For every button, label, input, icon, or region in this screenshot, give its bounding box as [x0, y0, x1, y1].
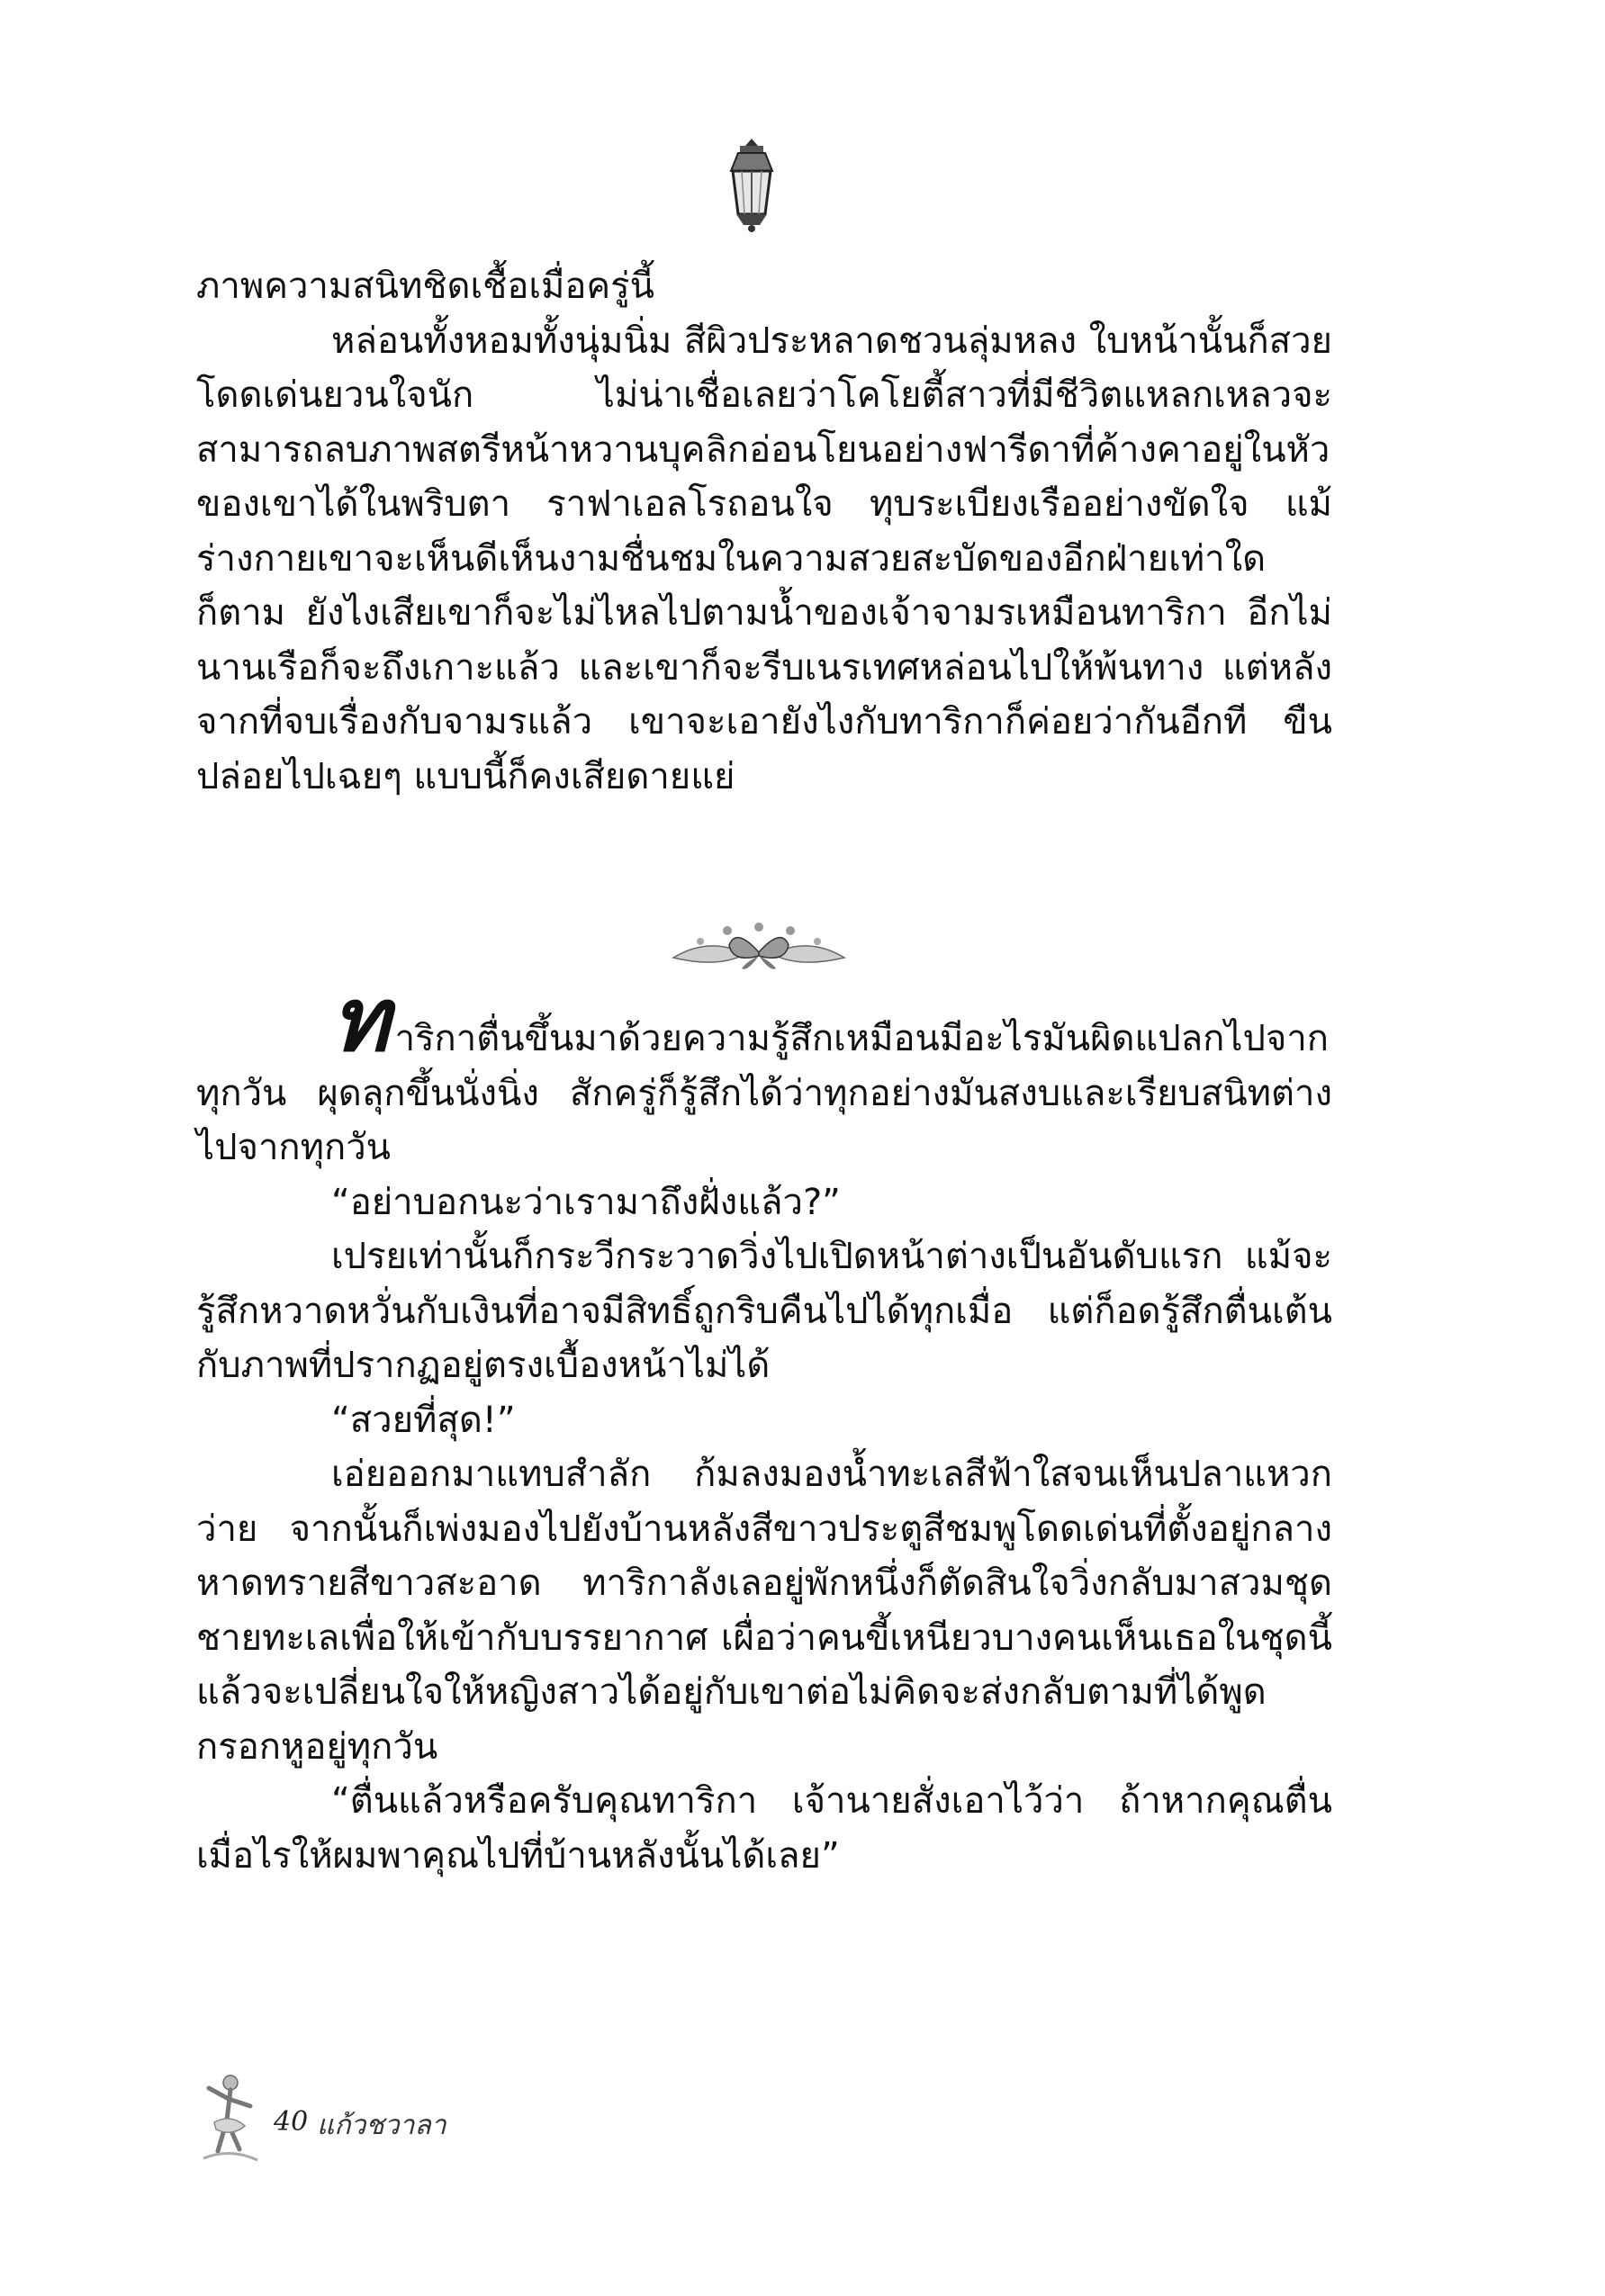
paragraph: หล่อนทั้งหอมทั้งนุ่มนิ่ม สีผิวประหลาดชวนลุ่มหลง ใบหน้านั้นก็สวยโดดเด่นยวนใจนัก ไม่น่าเชื่อเลยว่าโคโยตี้สาวที่มีชีวิตแหลกเหลวจะสามารถลบภาพสตรีหน้าหวานบุคลิกอ่อนโยนอย่างฟารีดาที่ค้างคาอยู่ในหัวของเขาได้ในพริบตา ราฟาเอลโรถอนใจ ทุบระเบียงเรืออย่างขัดใจ แม้ร่างกายเขาจะเห็นดีเห็นงามชื่นชมในความสวยสะบัดของอีกฝ่ายเท่าใดก็ตาม ยังไงเสียเขาก็จะไม่ไหลไปตามน้ำของเจ้าจามรเหมือนทาริกา อีกไม่นานเรือก็จะถึงเกาะแล้ว และเขาก็จะรีบเนรเทศหล่อนไปให้พ้นทาง แต่หลังจากที่จบเรื่องกับจามรแล้ว เขาจะเอายังไงกับทาริกาก็ค่อยว่ากันอีกที ขืนปล่อยไปเฉยๆ แบบนี้ก็คงเสียดายแย่ — [196, 320, 1332, 797]
page-footer — [191, 2070, 551, 2169]
dialogue-line: “สวยที่สุด!” — [331, 1399, 516, 1441]
dialogue-line: “อย่าบอกนะว่าเรามาถึงฝั่งแล้ว?” — [331, 1181, 841, 1223]
text-block-upper — [196, 259, 1332, 804]
floral-butterfly-icon — [664, 918, 853, 979]
page-number: 40 — [274, 2106, 309, 2138]
text-block-lower — [196, 968, 1332, 1883]
paragraph-text: าริกาตื่นขึ้นมาด้วยความรู้สึกเหมือนมีอะไรมันผิดแปลกไปจากทุกวัน ผุดลุกขึ้นนั่งนิ่ง สักครู่ก็รู้สึกได้ว่าทุกอย่างมันสงบและเรียบสนิทต่างไปจากทุกวัน — [196, 1018, 1332, 1168]
paragraph: ภาพความสนิทชิดเชื้อเมื่อครู่นี้ — [196, 266, 654, 307]
dancer-figure-icon — [191, 2070, 270, 2169]
drop-cap: ท — [331, 968, 390, 1072]
paragraph: เปรยเท่านั้นก็กระวีกระวาดวิ่งไปเปิดหน้าต่างเป็นอันดับแรก แม้จะรู้สึกหวาดหวั่นกับเงินที่อาจมีสิทธิ์ถูกริบคืนไปได้ทุกเมื่อ แต่ก็อดรู้สึกตื่นเต้นกับภาพที่ปรากฏอยู่ตรงเบื้องหน้าไม่ได้ — [196, 1236, 1332, 1386]
book-title: แก้วชวาลา — [317, 2110, 446, 2141]
opening-paragraph — [196, 968, 1332, 1175]
dialogue-line: “ตื่นแล้วหรือครับคุณทาริกา เจ้านายสั่งเอาไว้ว่า ถ้าหากคุณตื่นเมื่อไรให้ผมพาคุณไปที่บ้านหลังนั้นได้เลย” — [196, 1780, 1332, 1877]
paragraph: เอ่ยออกมาแทบสำลัก ก้มลงมองน้ำทะเลสีฟ้าใสจนเห็นปลาแหวกว่าย จากนั้นก็เพ่งมองไปยังบ้านหลังสีขาวประตูสีชมพูโดดเด่นที่ตั้งอยู่กลางหาดทรายสีขาวสะอาด ทาริกาลังเลอยู่พักหนึ่งก็ตัดสินใจวิ่งกลับมาสวมชุดชายทะเลเพื่อให้เข้ากับบรรยากาศ เผื่อว่าคนขี้เหนียวบางคนเห็นเธอในชุดนี้แล้วจะเปลี่ยนใจให้หญิงสาวได้อยู่กับเขาต่อไม่คิดจะส่งกลับตามที่ได้พูดกรอกหูอยู่ทุกวัน — [196, 1454, 1332, 1768]
lantern-icon — [720, 135, 783, 234]
